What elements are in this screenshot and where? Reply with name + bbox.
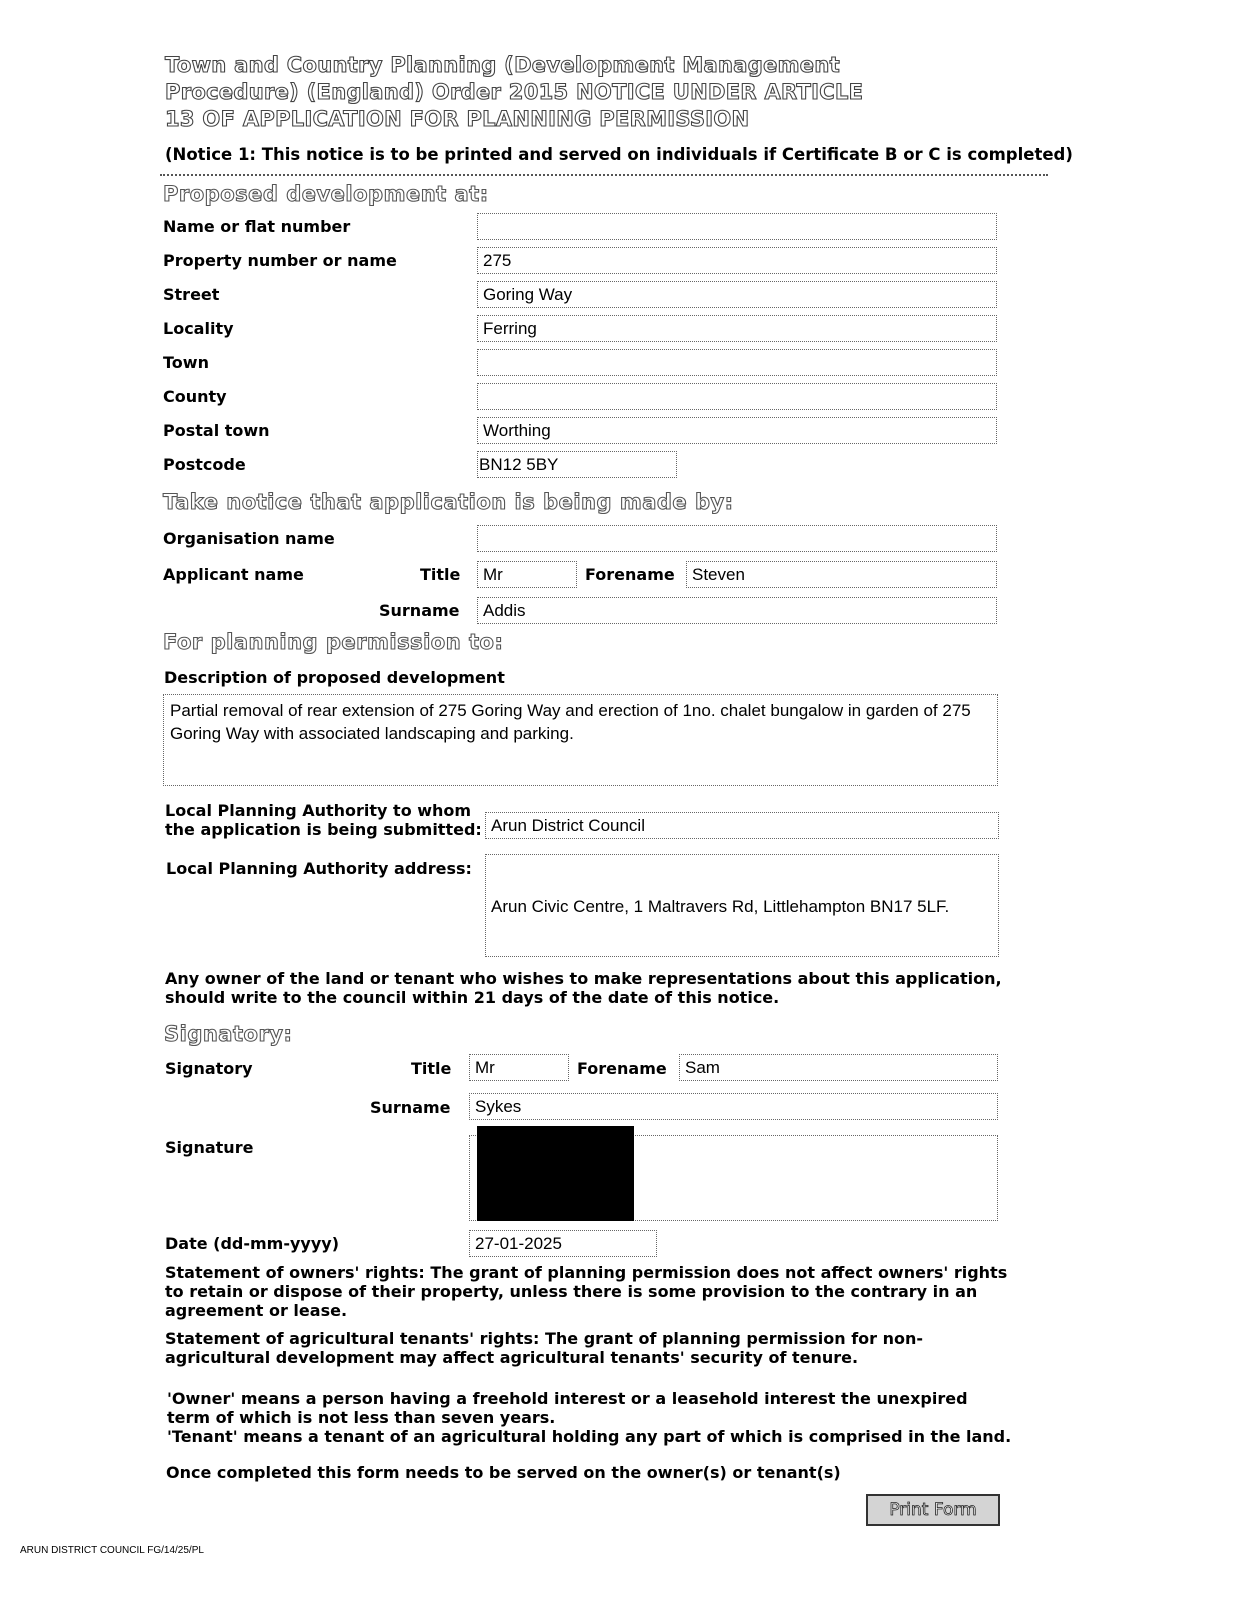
label-lpa [165, 801, 482, 839]
section-proposed-development: Proposed development at: [163, 182, 489, 206]
label-date: Date (dd-mm-yyyy) [165, 1234, 340, 1253]
redacted-signature [477, 1126, 634, 1221]
signatory-title-field[interactable]: Mr [469, 1054, 569, 1081]
definitions [167, 1389, 1067, 1446]
label-county: County [163, 387, 227, 406]
tenants-rights-line-2: agricultural development may affect agricultural tenants' security of tenure. [165, 1348, 859, 1367]
signatory-surname-field[interactable]: Sykes [469, 1093, 998, 1120]
applicant-surname-field[interactable]: Addis [477, 597, 997, 624]
notice-text: (Notice 1: This notice is to be printed and served on individuals if Certificate B or C is completed) [165, 145, 1073, 164]
serve-instruction: Once completed this form needs to be served on the owner(s) or tenant(s) [166, 1463, 841, 1482]
owner-definition-line-1: 'Owner' means a person having a freehold interest or a leasehold interest the unexpired [167, 1389, 968, 1408]
label-property-number: Property number or name [163, 251, 397, 270]
print-form-button[interactable]: Print Form [866, 1494, 1000, 1526]
representation-line-2: should write to the council within 21 days of the date of this notice. [165, 988, 780, 1007]
label-name-or-flat: Name or flat number [163, 217, 351, 236]
label-applicant-surname: Surname [379, 601, 460, 620]
lpa-address-field[interactable]: Arun Civic Centre, 1 Maltravers Rd, Littlehampton BN17 5LF. [485, 854, 999, 957]
label-organisation: Organisation name [163, 529, 335, 548]
owners-rights-line-2: to retain or dispose of their property, unless there is some provision to the contrary in an [165, 1282, 978, 1301]
owners-rights-statement [165, 1263, 1045, 1320]
label-signatory-title: Title [411, 1059, 452, 1078]
label-postcode: Postcode [163, 455, 246, 474]
title-line-1: Town and Country Planning (Development Management [165, 53, 840, 77]
property-number-field[interactable]: 275 [477, 247, 997, 274]
owner-definition-line-2: term of which is not less than seven years. [167, 1408, 556, 1427]
form-title [165, 52, 1065, 133]
label-signatory-surname: Surname [370, 1098, 451, 1117]
label-description: Description of proposed development [164, 668, 505, 687]
representation-text [165, 969, 1045, 1007]
label-lpa-line-1: Local Planning Authority to whom [165, 801, 472, 820]
postal-town-field[interactable]: Worthing [477, 417, 997, 444]
applicant-title-field[interactable]: Mr [477, 561, 577, 588]
label-signature: Signature [165, 1138, 254, 1157]
county-field[interactable] [477, 383, 997, 410]
representation-line-1: Any owner of the land or tenant who wishes to make representations about this application, [165, 969, 1002, 988]
lpa-field[interactable]: Arun District Council [485, 812, 999, 839]
section-applicant: Take notice that application is being made by: [163, 490, 734, 514]
postcode-field[interactable]: BN12 5BY [477, 451, 677, 478]
label-lpa-address: Local Planning Authority address: [166, 859, 472, 878]
owners-rights-line-1: Statement of owners' rights: The grant of planning permission does not affect owners' rights [165, 1263, 1008, 1282]
title-line-3: 13 OF APPLICATION FOR PLANNING PERMISSION [165, 107, 750, 131]
label-postal-town: Postal town [163, 421, 270, 440]
date-field[interactable]: 27-01-2025 [469, 1230, 657, 1257]
label-lpa-line-2: the application is being submitted: [165, 820, 482, 839]
street-field[interactable]: Goring Way [477, 281, 997, 308]
tenant-definition: 'Tenant' means a tenant of an agricultural holding any part of which is comprised in the land. [167, 1427, 1012, 1446]
section-signatory: Signatory: [164, 1022, 293, 1046]
name-or-flat-field[interactable] [477, 213, 997, 240]
label-applicant-name: Applicant name [163, 565, 304, 584]
town-field[interactable] [477, 349, 997, 376]
description-textarea[interactable]: Partial removal of rear extension of 275 Goring Way and erection of 1no. chalet bungalow in garden of 275 Goring Way with associated landscaping and parking. [163, 694, 998, 786]
owners-rights-line-3: agreement or lease. [165, 1301, 348, 1320]
applicant-forename-field[interactable]: Steven [686, 561, 997, 588]
label-applicant-title: Title [420, 565, 461, 584]
label-signatory-forename: Forename [577, 1059, 667, 1078]
signatory-forename-field[interactable]: Sam [679, 1054, 998, 1081]
label-street: Street [163, 285, 220, 304]
label-signatory: Signatory [165, 1059, 253, 1078]
label-town: Town [163, 353, 209, 372]
tenants-rights-statement [165, 1329, 1045, 1367]
organisation-field[interactable] [477, 525, 997, 552]
footer-reference: ARUN DISTRICT COUNCIL FG/14/25/PL [20, 1545, 204, 1556]
label-applicant-forename: Forename [585, 565, 675, 584]
locality-field[interactable]: Ferring [477, 315, 997, 342]
divider [160, 174, 1048, 176]
title-line-2: Procedure) (England) Order 2015 NOTICE UNDER ARTICLE [165, 80, 864, 104]
tenants-rights-line-1: Statement of agricultural tenants' rights: The grant of planning permission for non- [165, 1329, 924, 1348]
label-locality: Locality [163, 319, 234, 338]
section-planning-permission: For planning permission to: [163, 630, 504, 654]
